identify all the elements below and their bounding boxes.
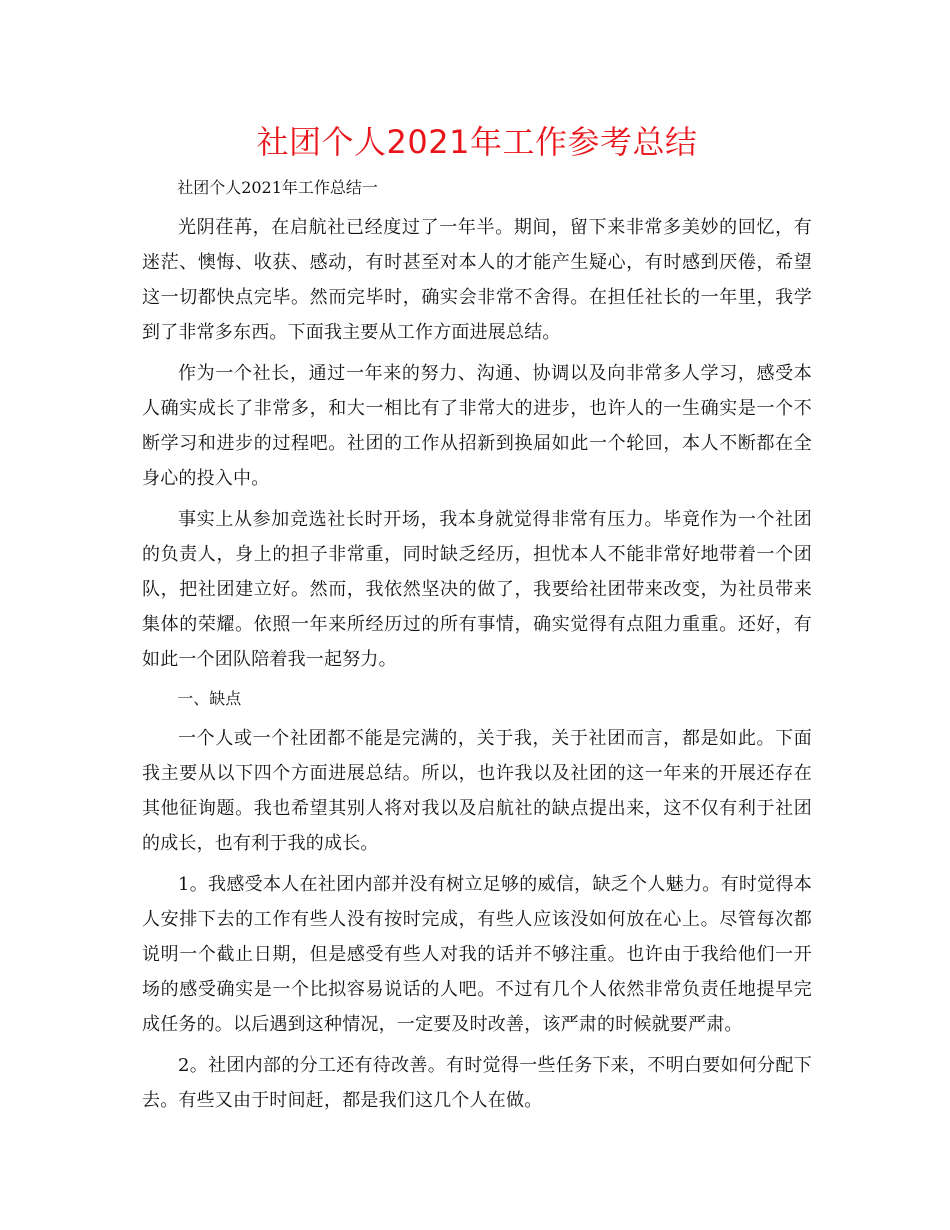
section-heading: 一、缺点	[177, 689, 242, 708]
document-subtitle: 社团个人2021年工作总结一	[177, 178, 378, 197]
paragraph: 作为一个社长，通过一年来的努力、沟通、协调以及向非常多人学习，感受本人确实成长了非常多，和大一相比有了非常大的进步，也许人的一生确实是一个不断学习和进步的过程吧。社团的工作从招新到换届如此一个轮回，本人不断都在全身心的投入中。	[142, 363, 812, 489]
paragraph: 光阴荏苒，在启航社已经度过了一年半。期间，留下来非常多美妙的回忆，有迷茫、懊悔、收获、感动，有时甚至对本人的才能产生疑心，有时感到厌倦，希望这一切都快点完毕。然而完毕时，确实会非常不舍得。在担任社长的一年里，我学到了非常多东西。下面我主要从工作方面进展总结。	[142, 217, 812, 343]
paragraph: 一个人或一个社团都不能是完满的，关于我，关于社团而言，都是如此。下面我主要从以下四个方面进展总结。所以，也许我以及社团的这一年来的开展还存在其他征询题。我也希望其别人将对我以及启航社的缺点提出来，这不仅有利于社团的成长，也有利于我的成长。	[142, 728, 812, 854]
paragraph: 1。我感受本人在社团内部并没有树立足够的威信，缺乏个人魅力。有时觉得本人安排下去的工作有些人没有按时完成，有些人应该没如何放在心上。尽管每次都说明一个截止日期，但是感受有些人对我的话并不够注重。也许由于我给他们一开场的感受确实是一个比拟容易说话的人吧。不过有几个人依然非常负责任地提早完成任务的。以后遇到这种情况，一定要及时改善，该严肃的时候就要严肃。	[142, 874, 812, 1035]
document-title: 社团个人2021年工作参考总结	[256, 123, 698, 161]
paragraph: 事实上从参加竞选社长时开场，我本身就觉得非常有压力。毕竟作为一个社团的负责人，身上的担子非常重，同时缺乏经历，担忧本人不能非常好地带着一个团队，把社团建立好。然而，我依然坚决的做了，我要给社团带来改变，为社员带来集体的荣耀。依照一年来所经历过的所有事情，确实觉得有点阻力重重。还好，有如此一个团队陪着我一起努力。	[142, 509, 812, 670]
paragraph: 2。社团内部的分工还有待改善。有时觉得一些任务下来，不明白要如何分配下去。有些又由于时间赶，都是我们这几个人在做。	[142, 1055, 812, 1111]
document-page	[142, 118, 812, 1124]
